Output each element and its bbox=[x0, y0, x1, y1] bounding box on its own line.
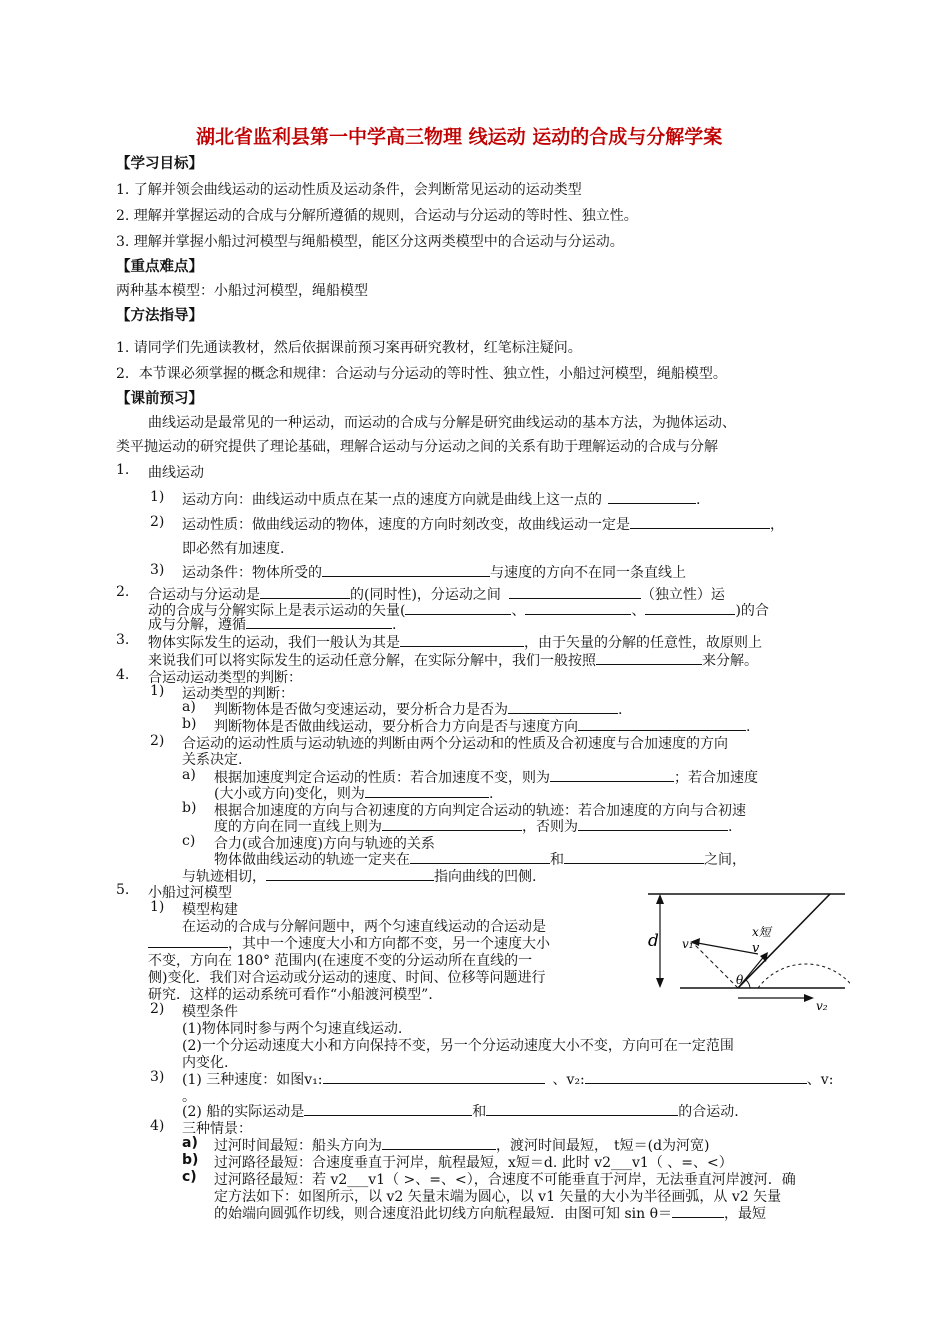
q4-label: 合运动运动类型的判断： bbox=[148, 670, 302, 686]
q4-cc-blank-3[interactable] bbox=[266, 866, 434, 881]
q5-s4: 三种情景： bbox=[182, 1121, 252, 1137]
q5-v-label: 、v: bbox=[806, 1072, 834, 1088]
q4-ca-l1-text: 根据加速度判定合运动的性质：若合加速度不变，则为 bbox=[214, 770, 550, 786]
q1-s2-cont: 即必然有加速度. bbox=[182, 541, 285, 557]
q2-line3 bbox=[148, 614, 396, 634]
q5-s3-b-text: (2) 船的实际运动是 bbox=[182, 1104, 305, 1120]
q1-s2-num: 2) bbox=[150, 514, 165, 530]
q5-s3-b-end: 的合运动. bbox=[678, 1104, 739, 1120]
q4-cb-num: b) bbox=[182, 800, 197, 816]
q5-cc-l2: 定方法如下：如图所示，以 v2 矢量末端为圆心，以 v1 矢量的大小为半径画弧，从 v2 矢量 bbox=[214, 1189, 782, 1205]
q5-s3-b-blank-1[interactable] bbox=[304, 1101, 472, 1116]
v2-arrow-head bbox=[804, 994, 814, 1002]
q5-v2-sep: 、 bbox=[552, 1072, 567, 1088]
q4-b-end: . bbox=[746, 719, 751, 735]
q5-s3-a bbox=[182, 1069, 833, 1089]
q4-ca-mid: ；若合加速度 bbox=[674, 770, 758, 786]
q1-label: 曲线运动 bbox=[148, 465, 204, 481]
q4-cb-end: . bbox=[728, 819, 733, 835]
q5-s1-num: 1) bbox=[150, 899, 165, 915]
preview-intro-2: 类平抛运动的研究提供了理论基础，理解合运动与分运动之间的关系有助于理解运动的合成与分解 bbox=[116, 439, 718, 455]
q2-blank-6[interactable] bbox=[246, 614, 392, 629]
q2-l2-sep1: 、 bbox=[511, 603, 526, 619]
q5-v2-blank[interactable] bbox=[585, 1069, 807, 1084]
q5-p1: 在运动的合成与分解问题中，两个匀速直线运动的合运动是 bbox=[182, 919, 546, 935]
q5-s2: 模型条件 bbox=[182, 1004, 238, 1020]
goal-item-2: 2. 理解并掌握运动的合成与分解所遵循的规则，合运动与分运动的等时性、独立性。 bbox=[116, 208, 638, 224]
q4-cc-l2-a: 物体做曲线运动的轨迹一定夹在 bbox=[214, 852, 410, 868]
q1-s3-num: 3) bbox=[150, 562, 165, 578]
q1-s2-end: ， bbox=[770, 517, 784, 533]
label-theta: θ bbox=[736, 973, 744, 987]
q5-ca-blank[interactable] bbox=[382, 1135, 496, 1150]
q2-blank-4[interactable] bbox=[525, 600, 631, 615]
q4-ca-l2-text: (大小或方向)变化，则为 bbox=[214, 786, 365, 802]
q4-cc-l3 bbox=[182, 866, 536, 886]
q1-num: 1. bbox=[116, 462, 130, 478]
q4-ca-num: a) bbox=[182, 767, 196, 783]
q5-ca-num: a) bbox=[182, 1135, 198, 1151]
key-text: 两种基本模型：小船过河模型，绳船模型 bbox=[116, 283, 368, 299]
q5-s2-num: 2) bbox=[150, 1001, 165, 1017]
q2-blank-3[interactable] bbox=[405, 600, 511, 615]
q5-ca-c: t短＝(d为河宽) bbox=[614, 1138, 710, 1154]
q3-blank-1[interactable] bbox=[400, 632, 524, 647]
q4-s1: 运动类型的判断： bbox=[182, 686, 294, 702]
q4-a-num: a) bbox=[182, 699, 196, 715]
q4-cc-l2-c: 之间， bbox=[704, 852, 746, 868]
q5-cc-l3-b: ，最短 bbox=[724, 1206, 767, 1222]
method-heading: 【方法指导】 bbox=[116, 307, 203, 324]
key-heading: 【重点难点】 bbox=[116, 258, 203, 275]
q5-cc-num: c) bbox=[182, 1169, 197, 1185]
q5-c2-l1: (2)一个分运动速度大小和方向保持不变，另一个分运动速度大小不变，方向可在一定范围 bbox=[182, 1038, 734, 1054]
q5-s3-num: 3) bbox=[150, 1069, 165, 1085]
q3-line1 bbox=[148, 632, 762, 652]
q4-cb-blank-2[interactable] bbox=[578, 816, 728, 831]
label-v1: v₁ bbox=[682, 937, 694, 951]
q1-s3-end: 与速度的方向不在同一条直线上 bbox=[490, 565, 686, 581]
q1-s1-num: 1) bbox=[150, 489, 165, 505]
q2-l3-a: 成与分解，遵循 bbox=[148, 617, 246, 633]
q5-s3-b-blank-2[interactable] bbox=[486, 1101, 678, 1116]
q5-v1-label: v₁: bbox=[304, 1072, 323, 1088]
q5-s3-dot: 。 bbox=[182, 1089, 196, 1105]
goal-item-3: 3. 理解并掌握小船过河模型与绳船模型，能区分这两类模型中的合运动与分运动。 bbox=[116, 234, 624, 250]
q2-l1-b: 的(同时性)，分运动之间 bbox=[350, 587, 501, 603]
q4-s2-l2: 关系决定. bbox=[182, 752, 243, 768]
d-arrow-head-bottom bbox=[656, 978, 664, 988]
q3-l1-b: ，由于矢量的分解的任意性，故原则上 bbox=[524, 635, 762, 651]
preview-intro-1: 曲线运动是最常见的一种运动，而运动的合成与分解是研究曲线运动的基本方法，为抛体运动、 bbox=[148, 415, 736, 431]
theta-arc bbox=[746, 980, 750, 988]
q5-v1-blank[interactable] bbox=[323, 1069, 545, 1084]
q5-s3-a-text: (1) 三种速度：如图 bbox=[182, 1072, 305, 1088]
q1-s1-blank[interactable] bbox=[608, 489, 696, 504]
q1-s3-text: 运动条件：物体所受的 bbox=[182, 565, 322, 581]
q5-cb-num: b) bbox=[182, 1152, 199, 1168]
q4-cc-blank-1[interactable] bbox=[410, 849, 550, 864]
label-x-short: x短 bbox=[752, 925, 771, 939]
q5-c1: (1)物体同时参与两个匀速直线运动. bbox=[182, 1021, 403, 1037]
q5-s3-b-mid: 和 bbox=[472, 1104, 487, 1120]
q3-l1-a: 物体实际发生的运动，我们一般认为其是 bbox=[148, 635, 400, 651]
method-item-2: 2．本节课必须掌握的概念和规律：合运动与分运动的等时性、独立性，小船过河模型，绳船模型。 bbox=[116, 366, 727, 382]
method-item-1: 1. 请同学们先通读教材，然后依据课前预习案再研究教材，红笔标注疑问。 bbox=[116, 340, 582, 356]
q1-s1 bbox=[182, 489, 700, 509]
q3-num: 3. bbox=[116, 632, 130, 648]
preview-heading: 【课前预习】 bbox=[116, 390, 203, 407]
q4-b-blank[interactable] bbox=[578, 716, 746, 731]
q5-cc-l1: 过河路径最短：若 v2___v1（ >、=、<），合速度不可能垂直于河岸，无法垂直河岸渡河．确 bbox=[214, 1172, 796, 1188]
q4-ca-blank-1[interactable] bbox=[550, 767, 674, 782]
q4-ca-blank-2[interactable] bbox=[365, 783, 489, 798]
label-d: d bbox=[648, 931, 659, 951]
q4-cc-l1: 合力(或合加速度)方向与轨迹的关系 bbox=[214, 836, 435, 852]
q5-num: 5. bbox=[116, 882, 130, 898]
q5-ca-b: ，渡河时间最短， bbox=[496, 1138, 608, 1154]
label-v2: v₂ bbox=[816, 999, 828, 1013]
q5-s1: 模型构建 bbox=[182, 902, 238, 918]
q5-label: 小船过河模型 bbox=[148, 885, 232, 901]
river-crossing-diagram bbox=[640, 880, 850, 1020]
q5-c2-l2: 内变化. bbox=[182, 1055, 229, 1071]
q2-blank-1[interactable] bbox=[260, 584, 350, 599]
q1-s3-blank[interactable] bbox=[322, 562, 490, 577]
q1-s2-blank[interactable] bbox=[630, 514, 770, 529]
q5-p2-blank[interactable] bbox=[148, 933, 228, 948]
q4-cc-l3-a: 与轨迹相切， bbox=[182, 869, 266, 885]
q5-v2-label: v₂: bbox=[566, 1072, 585, 1088]
q1-s1-end: . bbox=[696, 492, 701, 508]
q4-cc-l2-b: 和 bbox=[550, 852, 564, 868]
q4-cb-blank-1[interactable] bbox=[382, 816, 522, 831]
q2-l2-sep2: 、 bbox=[631, 603, 646, 619]
q4-cb-l2-text: 度的方向在同一直线上则为 bbox=[214, 819, 382, 835]
q4-cb-mid: ，否则为 bbox=[522, 819, 578, 835]
q4-cc-blank-2[interactable] bbox=[564, 849, 704, 864]
goal-item-1: 1. 了解并领会曲线运动的运动性质及运动条件，会判断常见运动的运动类型 bbox=[116, 182, 582, 198]
q5-ca-a: 过河时间最短：船头方向为 bbox=[214, 1138, 382, 1154]
q4-num: 4. bbox=[116, 667, 130, 683]
q5-p4: 侧)变化．我们对合运动或分运动的速度、时间、位移等问题进行 bbox=[148, 970, 546, 986]
q2-blank-5[interactable] bbox=[645, 600, 735, 615]
q4-ca-end: . bbox=[488, 786, 494, 802]
goals-heading: 【学习目标】 bbox=[116, 155, 203, 172]
q4-s2-l1: 合运动的运动性质与运动轨迹的判断由两个分运动和的性质及合初速度与合加速度的方向 bbox=[182, 736, 728, 752]
q4-cb-l1: 根据合加速度的方向与合初速度的方向判定合运动的轨迹：若合加速度的方向与合初速 bbox=[214, 803, 746, 819]
q4-b-num: b) bbox=[182, 716, 197, 732]
q4-a-blank[interactable] bbox=[508, 699, 618, 714]
q1-s1-text: 运动方向：曲线运动中质点在某一点的速度方向就是曲线上这一点的 bbox=[182, 492, 602, 508]
q4-cc-num: c) bbox=[182, 833, 196, 849]
q5-cc-l3 bbox=[214, 1203, 766, 1223]
q5-p3: 不变，方向在 180° 范围内(在速度不变的分运动所在直线的一 bbox=[148, 953, 533, 969]
q2-l2-a: 动的合成与分解实际上是表示运动的矢量( bbox=[148, 603, 406, 619]
q2-num: 2. bbox=[116, 584, 130, 600]
q5-s4-num: 4) bbox=[150, 1118, 165, 1134]
q2-l2-end: )的合 bbox=[735, 603, 769, 619]
q2-l1-a: 合运动与分运动是 bbox=[148, 587, 260, 603]
q3-l2-a: 来说我们可以将实际发生的运动任意分解，在实际分解中，我们一般按照 bbox=[148, 653, 596, 669]
q4-a-end: . bbox=[618, 702, 623, 718]
q4-s1-num: 1) bbox=[150, 683, 165, 699]
page-title: 湖北省监利县第一中学高三物理 线运动 运动的合成与分解学案 bbox=[196, 126, 723, 148]
q1-s3 bbox=[182, 562, 686, 582]
q5-cc-l3-a: 的始端向圆弧作切线，则合速度沿此切线方向航程最短．由图可知 sin θ＝ bbox=[214, 1206, 673, 1222]
q2-blank-2[interactable] bbox=[509, 584, 641, 599]
semicircle-arc bbox=[758, 964, 850, 988]
q4-b-text: 判断物体是否做曲线运动，要分析合力方向是否与速度方向 bbox=[214, 719, 578, 735]
q4-cc-l3-b: 指向曲线的凹侧. bbox=[434, 869, 537, 885]
q5-cc-blank[interactable] bbox=[672, 1203, 724, 1218]
q1-s2 bbox=[182, 514, 784, 534]
label-v: v bbox=[752, 941, 760, 956]
q5-cb: 过河路径最短：合速度垂直于河岸，航程最短，x短＝d. 此时 v2___v1（ 、=、<） bbox=[214, 1155, 733, 1171]
q3-l2-b: 来分解。 bbox=[702, 653, 758, 669]
q5-s3-b bbox=[182, 1101, 739, 1121]
q3-blank-2[interactable] bbox=[596, 650, 702, 665]
q1-s2-text: 运动性质：做曲线运动的物体，速度的方向时刻改变，故曲线运动一定是 bbox=[182, 517, 630, 533]
q4-s2-num: 2) bbox=[150, 733, 165, 749]
q2-l1-c: （独立性）运 bbox=[640, 587, 725, 603]
d-arrow-head-top bbox=[656, 894, 664, 904]
q2-l3-end: . bbox=[392, 617, 397, 633]
q5-p2-text: ，其中一个速度大小和方向都不变，另一个速度大小 bbox=[228, 936, 550, 952]
q4-a-text: 判断物体是否做匀变速运动，要分析合力是否为 bbox=[214, 702, 508, 718]
q5-p5: 研究．这样的运动系统可看作“小船渡河模型”． bbox=[148, 987, 443, 1003]
